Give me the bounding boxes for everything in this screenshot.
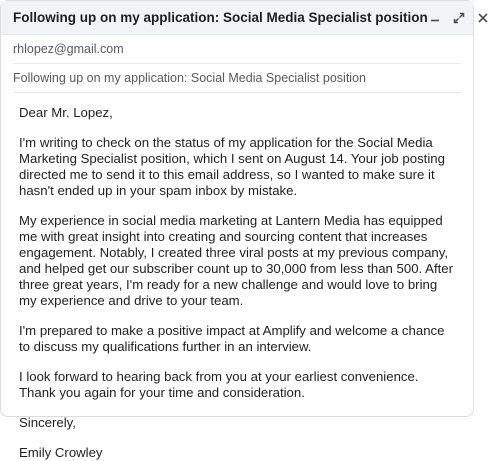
close-icon[interactable] xyxy=(476,11,490,25)
body-paragraph: I look forward to hearing back from you at your earliest convenience. Thank you again for your time and consideration. xyxy=(19,369,419,400)
greeting: Dear Mr. Lopez, xyxy=(19,105,113,120)
to-field[interactable] xyxy=(13,35,461,64)
body-paragraph: I'm writing to check on the status of my application for the Social Media Marketing Specialist position, which I sent on August 14. Your job posting directed me to send it to this email address, so I wanted to make sure it hasn't ended up in your spam inbox by mistake. xyxy=(19,135,445,198)
minimize-icon[interactable] xyxy=(428,11,442,25)
body-paragraph: My experience in social media marketing at Lantern Media has equipped me with great insight into creating and sourcing content that increases engagement. Notably, I created three viral posts at my previous company, and helped get our subscriber count up to 30,000 from less than 500. After three great years, I'm ready for a new challenge and would love to bring my experience and drive to your team. xyxy=(19,213,454,308)
body-paragraph: I'm prepared to make a positive impact at Amplify and welcome a chance to discuss my qualifications further in an interview. xyxy=(19,323,445,354)
signature: Emily Crowley xyxy=(19,445,103,460)
subject-field-value: Following up on my application: Social Media Specialist position xyxy=(13,71,366,85)
message-body[interactable] xyxy=(1,93,473,461)
to-field-value: rhlopez@gmail.com xyxy=(13,42,124,56)
expand-icon[interactable] xyxy=(452,11,466,25)
window-title: Following up on my application: Social Media Specialist position xyxy=(13,10,428,25)
subject-field[interactable] xyxy=(13,64,461,93)
closing: Sincerely, xyxy=(19,415,76,430)
window-controls xyxy=(428,11,490,25)
title-bar xyxy=(1,1,473,35)
